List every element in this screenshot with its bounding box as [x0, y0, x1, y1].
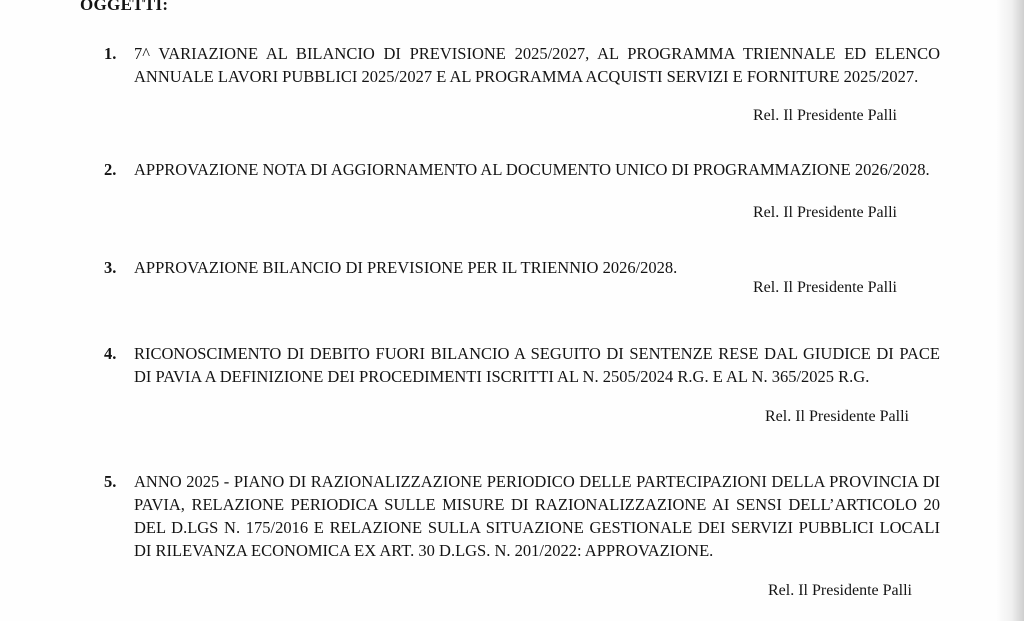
item-rapporteur: Rel. Il Presidente Palli — [753, 204, 897, 221]
item-rapporteur: Rel. Il Presidente Palli — [768, 582, 912, 599]
item-rapporteur: Rel. Il Presidente Palli — [765, 408, 909, 425]
item-text: 7^ VARIAZIONE AL BILANCIO DI PREVISIONE 2025/2027, AL PROGRAMMA TRIENNALE ED ELENCO ANNUALE LAVORI PUBBLICI 2025/2027 E AL PROGRAMMA ACQUISTI SERVIZI E FORNITURE 2025/2027. — [134, 44, 940, 86]
item-text: ANNO 2025 - PIANO DI RAZIONALIZZAZIONE PERIODICO DELLE PARTECIPAZIONI DELLA PROVINCIA DI PAVIA, RELAZIONE PERIODICA SULLE MISURE DI RAZIONALIZZAZIONE AI SENSI DELL’ARTICOLO 20 DEL D.LGS N. 175/2016 E RELAZIONE SULLA SITUAZIONE GESTIONALE DEI SERVIZI PUBBLICI LOCALI DI RILEVANZA ECONOMICA EX ART. 30 D.LGS. N. 201/2022: APPROVAZIONE. — [134, 472, 940, 560]
item-rapporteur: Rel. Il Presidente Palli — [753, 107, 897, 124]
item-rapporteur: Rel. Il Presidente Palli — [753, 279, 897, 296]
item-number: 1. — [104, 44, 117, 63]
item-number: 4. — [104, 344, 117, 363]
heading-oggetti: OGGETTI: — [80, 0, 169, 14]
item-text: APPROVAZIONE BILANCIO DI PREVISIONE PER IL TRIENNIO 2026/2028. — [134, 258, 678, 277]
agenda-item-2 — [104, 158, 940, 228]
agenda-item-4 — [104, 342, 940, 432]
item-number: 3. — [104, 258, 117, 277]
item-number: 2. — [104, 160, 117, 179]
item-number: 5. — [104, 472, 117, 491]
agenda-item-5 — [104, 470, 940, 610]
item-text: RICONOSCIMENTO DI DEBITO FUORI BILANCIO A SEGUITO DI SENTENZE RESE DAL GIUDICE DI PACE DI PAVIA A DEFINIZIONE DEI PROCEDIMENTI ISCRITTI AL N. 2505/2024 R.G. E AL N. 365/2025 R.G. — [134, 344, 940, 386]
agenda-item-1 — [104, 42, 940, 132]
agenda-item-3 — [104, 256, 940, 306]
item-text: APPROVAZIONE NOTA DI AGGIORNAMENTO AL DOCUMENTO UNICO DI PROGRAMMAZIONE 2026/2028. — [134, 160, 930, 179]
page-edge-shadow — [996, 0, 1024, 621]
